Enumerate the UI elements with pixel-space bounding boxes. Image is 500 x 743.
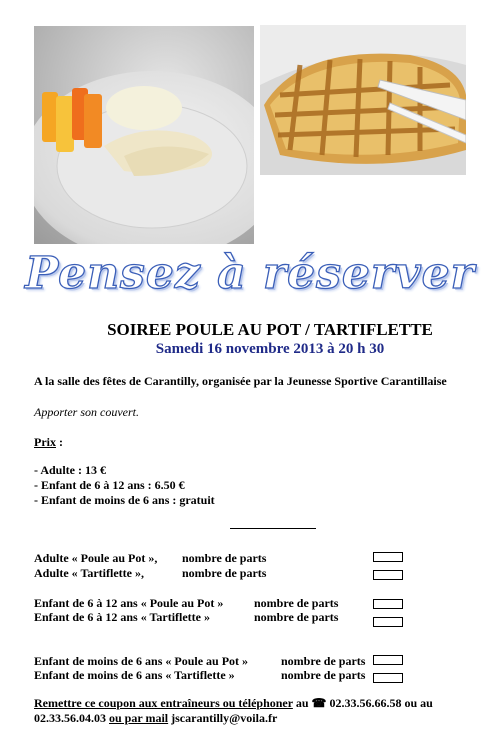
event-date: Samedi 16 novembre 2013 à 20 h 30 <box>155 341 385 357</box>
footer-line-1 <box>34 696 433 710</box>
form-row-label: Adulte « Poule au Pot », <box>34 551 158 565</box>
note-text: Apporter son couvert. <box>34 405 139 419</box>
footer-au: au <box>292 696 312 710</box>
quantity-box-enfant-tartiflette[interactable] <box>373 617 403 627</box>
footer-remettre: Remettre ce coupon aux entraîneurs ou téléphoner <box>34 696 293 710</box>
photo-poule-au-pot <box>34 26 254 244</box>
form-row-label: Enfant de moins de 6 ans « Tartiflette » <box>34 668 235 682</box>
poule-au-pot-illustration <box>34 26 254 244</box>
footer-email[interactable]: jscarantilly@voila.fr <box>171 711 278 725</box>
footer-line-2 <box>34 711 277 725</box>
telephone-icon: ☎ <box>311 696 327 710</box>
intro-text: A la salle des fêtes de Carantilly, organisée par la Jeunesse Sportive Carantillaise <box>34 374 447 388</box>
event-title: SOIREE POULE AU POT / TARTIFLETTE <box>107 320 433 339</box>
prices-colon: : <box>56 435 63 449</box>
quantity-box-petit-poule[interactable] <box>373 655 403 665</box>
footer-phone2: 02.33.56.04.03 <box>34 711 106 725</box>
quantity-box-adulte-tartiflette[interactable] <box>373 570 403 580</box>
form-row-label: Enfant de 6 à 12 ans « Tartiflette » <box>34 610 211 624</box>
quantity-box-adulte-poule[interactable] <box>373 552 403 562</box>
divider <box>230 528 316 529</box>
form-row-parts: nombre de parts <box>182 551 267 565</box>
price-item: - Enfant de moins de 6 ans : gratuit <box>34 493 215 507</box>
photo-tartiflette <box>260 25 466 175</box>
quantity-box-petit-tartiflette[interactable] <box>373 673 403 683</box>
prices-label: Prix <box>34 435 56 449</box>
form-row-parts: nombre de parts <box>182 566 267 580</box>
form-row-parts: nombre de parts <box>281 668 366 682</box>
footer-ou-mail: ou par mail <box>109 711 169 725</box>
price-item: - Adulte : 13 € <box>34 463 106 477</box>
footer-phone1: 02.33.56.66.58 ou au <box>326 696 433 710</box>
banner-title: Pensez à réserver <box>25 248 475 299</box>
tartiflette-illustration <box>260 25 466 175</box>
form-row-parts: nombre de parts <box>254 610 339 624</box>
form-row-label: Enfant de 6 à 12 ans « Poule au Pot » <box>34 596 224 610</box>
form-row-parts: nombre de parts <box>254 596 339 610</box>
prices-heading <box>34 435 63 449</box>
form-row-label: Adulte « Tartiflette », <box>34 566 144 580</box>
quantity-box-enfant-poule[interactable] <box>373 599 403 609</box>
price-item: - Enfant de 6 à 12 ans : 6.50 € <box>34 478 185 492</box>
form-row-parts: nombre de parts <box>281 654 366 668</box>
form-row-label: Enfant de moins de 6 ans « Poule au Pot » <box>34 654 249 668</box>
